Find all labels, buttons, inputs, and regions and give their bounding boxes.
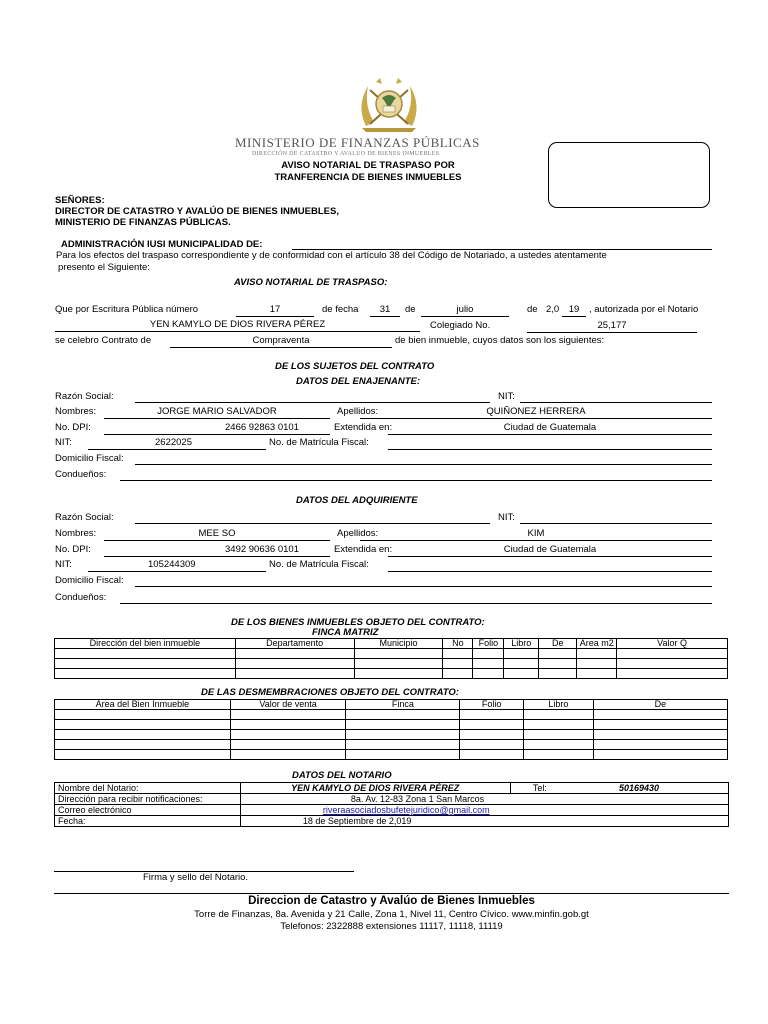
enajenante-conduenos-line[interactable] [120, 480, 712, 481]
enajenante-matricula-line[interactable] [388, 449, 712, 450]
fecha-dia[interactable]: 31 [379, 304, 391, 315]
addressee-director: DIRECTOR DE CATASTRO Y AVALÚO DE BIENES INMUEBLES, [55, 206, 339, 217]
col-folio: Folio [473, 639, 504, 649]
adquiriente-conduenos-label: Condueños: [55, 592, 107, 603]
col-de: De [539, 639, 577, 649]
table-row[interactable] [55, 720, 728, 730]
col-no: No [443, 639, 473, 649]
adquiriente-apellidos[interactable]: KIM [527, 528, 545, 539]
col-direccion: Dirección del bien inmueble [55, 639, 236, 649]
form-title-line1: AVISO NOTARIAL DE TRASPASO POR [281, 160, 455, 171]
colegiado-number[interactable]: 25,177 [597, 320, 627, 331]
enajenante-domicilio-label: Domicilio Fiscal: [55, 453, 124, 464]
contrato-type-line [170, 347, 392, 348]
adquiriente-apellidos-label: Apellidos: [337, 528, 379, 539]
adquiriente-dpi-label: No. DPI: [55, 544, 91, 555]
adquiriente-matricula-label: No. de Matrícula Fiscal: [269, 559, 369, 570]
anio-suffix-line [562, 316, 586, 317]
colegiado-line [527, 332, 697, 333]
adquiriente-nombres-line [104, 540, 330, 541]
col-valor-venta: Valor de venta [230, 700, 345, 710]
enajenante-nit-right-line[interactable] [520, 402, 712, 403]
anio-prefix: 2,0 [546, 304, 560, 315]
col-libro: Libro [504, 639, 539, 649]
col-area-bien: Area del Bien Inmueble [55, 700, 231, 710]
notario-correo-label: Correo electrónico [55, 805, 241, 816]
col-libro: Libro [523, 700, 593, 710]
adquiriente-domicilio-label: Domicilio Fiscal: [55, 575, 124, 586]
enajenante-nit[interactable]: 2622025 [155, 437, 192, 448]
notario-name-field[interactable]: YEN KAMYLO DE DIOS RIVERA PÉREZ [149, 319, 326, 330]
escritura-label: Que por Escritura Pública número [55, 304, 199, 315]
enajenante-dpi-line [104, 434, 330, 435]
col-finca: Finca [346, 700, 460, 710]
notario-fecha-row [55, 816, 729, 827]
enajenante-nombres-line [104, 418, 330, 419]
enajenante-nit-line [88, 449, 266, 450]
enajenante-extendida[interactable]: Ciudad de Guatemala [503, 422, 597, 433]
admin-iusi-label: ADMINISTRACIÓN IUSI MUNICIPALIDAD DE: [61, 239, 263, 250]
notario-name-line [55, 331, 420, 332]
fecha-mes[interactable]: julio [456, 304, 474, 315]
stamp-box [548, 142, 710, 208]
adquiriente-nit-line [88, 571, 266, 572]
adquiriente-nombres-label: Nombres: [55, 528, 97, 539]
signature-label: Firma y sello del Notario. [143, 872, 249, 883]
notario-heading: DATOS DEL NOTARIO [292, 770, 392, 781]
adquiriente-nombres[interactable]: MEE SO [198, 528, 236, 539]
enajenante-domicilio-line[interactable] [135, 464, 712, 465]
enajenante-razon-line[interactable] [135, 402, 490, 403]
notario-nombre[interactable]: YEN KAMYLO DE DIOS RIVERA PÉREZ [240, 783, 510, 794]
enajenante-nit-right-label: NIT: [498, 391, 515, 402]
intro-text-1: Para los efectos del traspaso correspondiente y de conformidad con el artículo 38 del Código de Notariado, a ustedes atentamente [56, 250, 607, 261]
desmembraciones-heading: DE LAS DESMEMBRACIONES OBJETO DEL CONTRATO: [201, 687, 459, 698]
escritura-number[interactable]: 17 [269, 304, 281, 315]
table-row[interactable] [55, 750, 728, 760]
desmembraciones-header-row [55, 700, 728, 710]
notario-tel[interactable]: 50169430 [550, 783, 729, 794]
finca-matriz-header-row [55, 639, 728, 649]
enajenante-nombres-label: Nombres: [55, 406, 97, 417]
enajenante-apellidos[interactable]: QUIÑONEZ HERRERA [486, 406, 586, 417]
table-row[interactable] [55, 649, 728, 659]
adquiriente-razon-line[interactable] [135, 523, 490, 524]
anio-suffix[interactable]: 19 [568, 304, 580, 315]
footer-title: Direccion de Catastro y Avalúo de Bienes Inmuebles [248, 895, 535, 907]
adquiriente-heading: DATOS DEL ADQUIRIENTE [296, 495, 418, 506]
notario-correo-link[interactable] [240, 805, 728, 816]
enajenante-nombres[interactable]: JORGE MARIO SALVADOR [157, 406, 277, 417]
col-de: De [593, 700, 727, 710]
enajenante-apellidos-line [360, 418, 712, 419]
ministry-name: MINISTERIO DE FINANZAS PÚBLICAS [235, 135, 480, 150]
footer-address: Torre de Finanzas, 8a. Avenida y 21 Calle, Zona 1, Nivel 11, Centro Cívico. www.minfin.gob.gt [194, 909, 589, 920]
guatemala-coat-of-arms-logo [352, 76, 426, 134]
adquiriente-matricula-line[interactable] [388, 571, 712, 572]
finca-matriz-heading: FINCA MATRIZ [312, 627, 379, 638]
enajenante-razon-label: Razón Social: [55, 391, 114, 402]
adquiriente-dpi-line [104, 556, 330, 557]
adquiriente-apellidos-line [360, 540, 712, 541]
col-municipio: Municipio [354, 639, 443, 649]
table-row[interactable] [55, 740, 728, 750]
adquiriente-nit-right-label: NIT: [498, 512, 515, 523]
adquiriente-nit[interactable]: 105244309 [148, 559, 196, 570]
col-departamento: Departamento [235, 639, 354, 649]
adquiriente-conduenos-line[interactable] [120, 603, 712, 604]
fecha-mes-line [421, 316, 509, 317]
footer-phones: Telefonos: 2322888 extensiones 11117, 11118, 11119 [280, 921, 503, 932]
enajenante-matricula-label: No. de Matrícula Fiscal: [269, 437, 369, 448]
enajenante-apellidos-label: Apellidos: [337, 406, 379, 417]
sujetos-heading: DE LOS SUJETOS DEL CONTRATO [275, 361, 435, 372]
adquiriente-extendida-label: Extendida en: [334, 544, 393, 555]
de-label-1: de [405, 304, 416, 315]
col-area: Area m2 [577, 639, 617, 649]
desmembraciones-table [54, 699, 728, 760]
adquiriente-domicilio-line[interactable] [135, 586, 712, 587]
email-link[interactable]: riveraasociadosbufetejuridico@gmail.com [322, 805, 490, 815]
notario-direccion-row [55, 794, 729, 805]
notario-correo-row [55, 805, 729, 816]
table-row[interactable] [55, 659, 728, 669]
form-title-line2: TRANFERENCIA DE BIENES INMUEBLES [274, 172, 462, 183]
enajenante-nit-label: NIT: [55, 437, 72, 448]
footer-divider [54, 893, 729, 894]
table-row[interactable] [55, 669, 728, 679]
autorizada-label: , autorizada por el Notario [589, 304, 699, 315]
enajenante-extendida-label: Extendida en: [334, 422, 393, 433]
adquiriente-nit-label: NIT: [55, 559, 72, 570]
col-valor: Valor Q [617, 639, 728, 649]
addressee-ministerio: MINISTERIO DE FINANZAS PÚBLICAS. [55, 217, 231, 228]
enajenante-conduenos-label: Condueños: [55, 469, 107, 480]
notario-tel-label: Tel: [510, 783, 550, 794]
contrato-tail: de bien inmueble, cuyos datos son los siguientes: [395, 335, 605, 346]
notario-fecha-label: Fecha: [55, 816, 241, 827]
addressee-senores: SEÑORES: [55, 195, 105, 206]
adquiriente-extendida-line [388, 556, 712, 557]
contrato-type[interactable]: Compraventa [252, 335, 310, 346]
finca-matriz-table [54, 638, 728, 679]
col-folio: Folio [460, 700, 523, 710]
de-label-2: de [527, 304, 538, 315]
notario-table [54, 782, 729, 827]
enajenante-heading: DATOS DEL ENAJENANTE: [296, 376, 421, 387]
notario-nombre-row [55, 783, 729, 794]
ministry-subtitle: DIRECCIÓN DE CATASTRO Y AVALÚO DE BIENES INMUEBLES [252, 151, 440, 157]
adquiriente-dpi[interactable]: 3492 90636 0101 [225, 544, 299, 555]
enajenante-dpi-label: No. DPI: [55, 422, 91, 433]
adquiriente-razon-label: Razón Social: [55, 512, 114, 523]
table-row[interactable] [55, 710, 728, 720]
bienes-heading: DE LOS BIENES INMUEBLES OBJETO DEL CONTRATO: [231, 617, 485, 628]
notario-direccion[interactable]: 8a. Av. 12-83 Zona 1 San Marcos [240, 794, 728, 805]
aviso-heading: AVISO NOTARIAL DE TRASPASO: [234, 277, 388, 288]
adquiriente-nit-right-line[interactable] [520, 523, 712, 524]
table-row[interactable] [55, 730, 728, 740]
notario-fecha[interactable]: 18 de Septiembre de 2,019 [240, 816, 728, 827]
notario-nombre-label: Nombre del Notario: [55, 783, 241, 794]
contrato-label: se celebro Contrato de [55, 335, 152, 346]
fecha-dia-line [370, 316, 400, 317]
intro-text-2: presento el Siguiente: [58, 262, 150, 273]
enajenante-extendida-line [388, 434, 712, 435]
enajenante-dpi[interactable]: 2466 92863 0101 [225, 422, 299, 433]
adquiriente-extendida[interactable]: Ciudad de Guatemala [503, 544, 597, 555]
notario-direccion-label: Dirección para recibir notificaciones: [55, 794, 241, 805]
colegiado-label: Colegiado No. [430, 320, 491, 331]
escritura-number-line [236, 316, 314, 317]
de-fecha-label: de fecha [322, 304, 359, 315]
